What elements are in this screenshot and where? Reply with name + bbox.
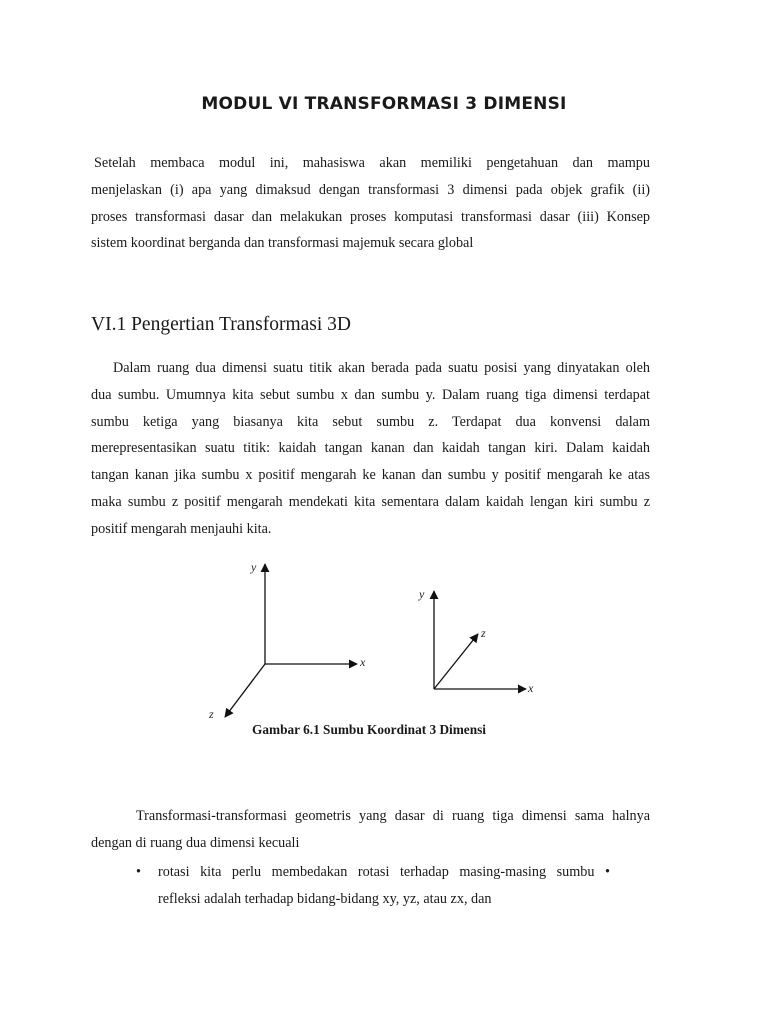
section1-line: dua sumbu. Umumnya kita sebut sumbu x dan sumbu y. Dalam ruang tiga dimensi terdapat <box>91 386 650 403</box>
coordinate-axes-figure <box>190 555 570 725</box>
left-axes-diagram <box>208 560 366 721</box>
left-z-label: z <box>209 707 214 721</box>
right-x-label: x <box>528 681 534 695</box>
intro-line: proses transformasi dasar dan melakukan proses komputasi transformasi dasar (iii) Konsep <box>91 208 650 225</box>
right-z-label: z <box>481 626 486 640</box>
bullet-marker: • <box>136 864 141 880</box>
section1-line: merepresentasikan suatu titik: kaidah tangan kanan dan kaidah tangan kiri. Dalam kaidah <box>91 440 650 457</box>
paragraph-2 <box>91 803 650 857</box>
section1-line: positif mengarah menjauhi kita. <box>91 520 272 537</box>
left-y-label: y <box>251 560 257 574</box>
paragraph2-line: Transformasi-transformasi geometris yang dasar di ruang tiga dimensi sama halnya <box>136 808 650 824</box>
left-x-label: x <box>360 655 366 669</box>
section1-line: Dalam ruang dua dimensi suatu titik akan berada pada suatu posisi yang dinyatakan oleh <box>113 360 650 376</box>
intro-paragraph <box>91 150 650 257</box>
page-title: MODUL VI TRANSFORMASI 3 DIMENSI <box>201 94 567 114</box>
section1-line: sumbu ketiga yang biasanya kita sebut sumbu z. Terdapat dua konvensi dalam <box>91 413 650 430</box>
section1-line: tangan kanan jika sumbu x positif mengarah ke kanan dan sumbu y positif mengarah ke atas <box>91 467 650 484</box>
bullet-line: refleksi adalah terhadap bidang-bidang xy, yz, atau zx, dan <box>158 890 492 907</box>
right-y-label: y <box>419 587 425 601</box>
bullet-line: rotasi kita perlu membedakan rotasi terhadap masing-masing sumbu • <box>158 864 610 880</box>
bullet-item <box>158 859 610 913</box>
intro-line: sistem koordinat berganda dan transformasi majemuk secara global <box>91 235 474 252</box>
section1-paragraph <box>91 355 650 543</box>
intro-line: menjelaskan (i) apa yang dimaksud dengan transformasi 3 dimensi pada objek grafik (ii) <box>91 181 650 198</box>
section-heading: VI.1 Pengertian Transformasi 3D <box>91 314 351 335</box>
paragraph2-line: dengan di ruang dua dimensi kecuali <box>91 834 300 851</box>
left-z-axis <box>225 664 265 717</box>
right-axes-diagram <box>418 587 534 695</box>
right-z-axis <box>434 634 478 689</box>
figure-caption: Gambar 6.1 Sumbu Koordinat 3 Dimensi <box>252 722 486 737</box>
intro-line: Setelah membaca modul ini, mahasiswa akan memiliki pengetahuan dan mampu <box>94 155 650 171</box>
section1-line: maka sumbu z positif mengarah mendekati kita sementara dalam kaidah lengan kiri sumbu z <box>91 493 650 510</box>
